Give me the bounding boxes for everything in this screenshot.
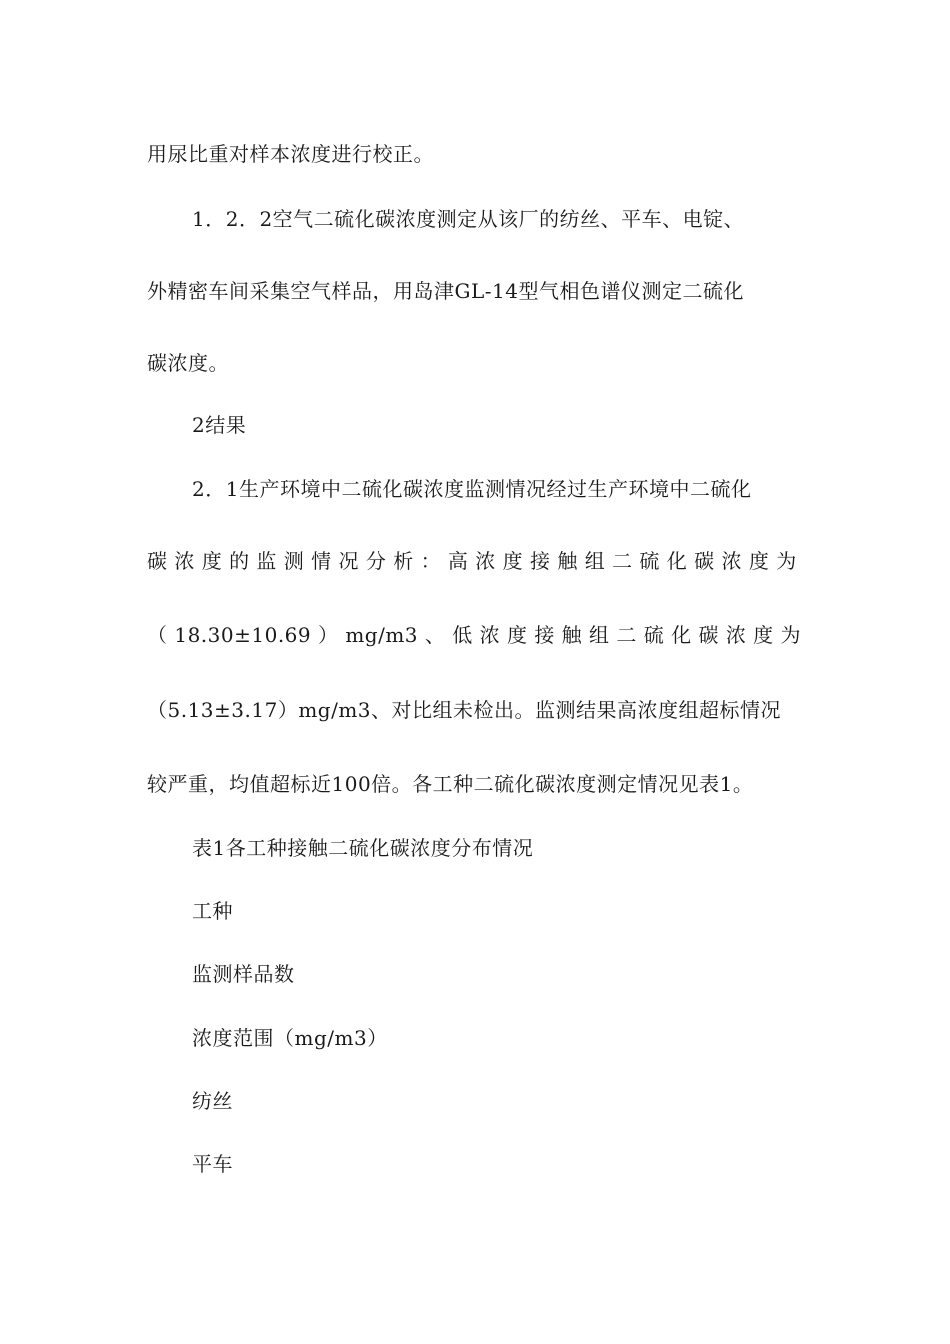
section-1-2-2-line-3: 碳浓度。 bbox=[147, 351, 229, 375]
section-2-1-line-2: 碳 浓 度 的 监 测 情 况 分 析 ： 高 浓 度 接 触 组 二 硫 化 碳 浓 度 为 bbox=[147, 549, 797, 573]
table-row-flat-car: 平车 bbox=[192, 1152, 233, 1176]
section-2-1-line-1: 2．1生产环境中二硫化碳浓度监测情况经过生产环境中二硫化 bbox=[192, 477, 752, 501]
table-header-sample-count: 监测样品数 bbox=[192, 962, 295, 986]
table-caption: 表1各工种接触二硫化碳浓度分布情况 bbox=[192, 836, 534, 860]
section-1-2-2-line-1: 1．2．2空气二硫化碳浓度测定从该厂的纺丝、平车、电锭、 bbox=[192, 207, 745, 231]
section-1-2-2-line-2: 外精密车间采集空气样品，用岛津GL-14型气相色谱仪测定二硫化 bbox=[147, 279, 744, 303]
section-2-1-line-4: （5.13±3.17）mg/m3、对比组未检出。监测结果高浓度组超标情况 bbox=[147, 698, 782, 722]
section-2-1-line-5: 较严重，均值超标近100倍。各工种二硫化碳浓度测定情况见表1。 bbox=[147, 772, 754, 796]
paragraph-line-1: 用尿比重对样本浓度进行校正。 bbox=[147, 142, 434, 166]
table-row-spinning: 纺丝 bbox=[192, 1089, 233, 1113]
table-header-concentration-range: 浓度范围（mg/m3） bbox=[192, 1026, 388, 1050]
table-header-job-type: 工种 bbox=[192, 899, 233, 923]
section-2-1-line-3: （ 18.30±10.69 ） mg/m3 、 低 浓 度 接 触 组 二 硫 化 碳 浓 度 为 bbox=[147, 623, 802, 647]
section-heading-results: 2结果 bbox=[192, 413, 247, 437]
